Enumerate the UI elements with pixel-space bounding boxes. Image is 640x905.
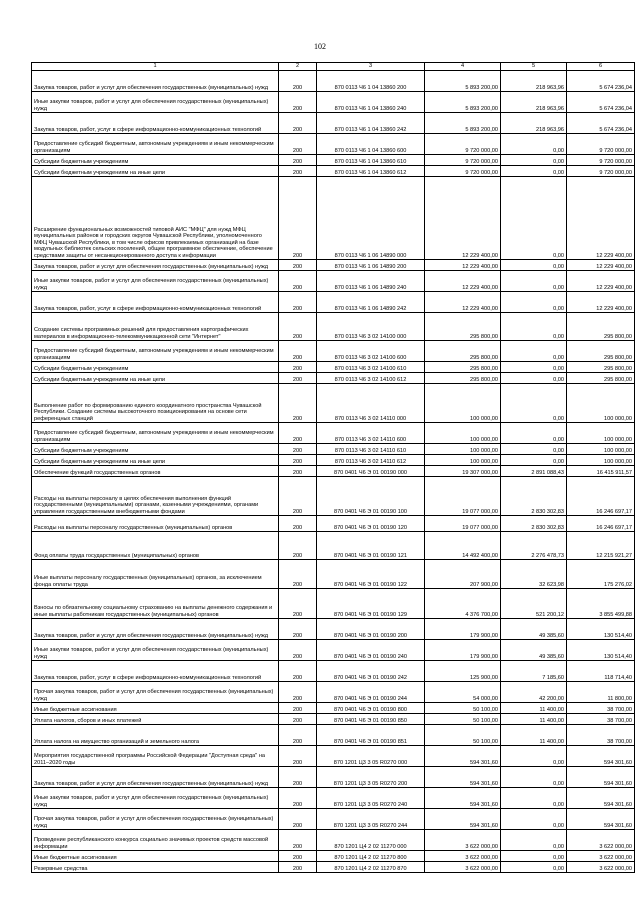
row-name: Обеспечение функций государственных органов — [32, 466, 279, 477]
row-remainder: 295 800,00 — [567, 341, 635, 362]
row-planned: 179 900,00 — [425, 640, 501, 661]
row-classification: 870 0401 Ч6 Э 01 00190 240 — [317, 640, 425, 661]
row-remainder: 594 301,60 — [567, 746, 635, 767]
row-executed: 49 385,60 — [501, 619, 567, 640]
row-code: 200 — [279, 809, 317, 830]
table-row — [32, 466, 635, 477]
row-executed: 218 963,96 — [501, 92, 567, 113]
row-executed: 0,00 — [501, 271, 567, 292]
row-executed: 11 400,00 — [501, 714, 567, 725]
row-remainder: 5 674 236,04 — [567, 92, 635, 113]
table-row — [32, 661, 635, 682]
row-remainder: 9 720 000,00 — [567, 134, 635, 155]
table-row — [32, 767, 635, 788]
row-executed: 2 276 478,73 — [501, 532, 567, 560]
table-row — [32, 313, 635, 341]
row-code: 200 — [279, 92, 317, 113]
table-row — [32, 292, 635, 313]
row-planned: 100 000,00 — [425, 384, 501, 423]
row-name: Иные бюджетные ассигнования — [32, 851, 279, 862]
row-remainder: 594 301,60 — [567, 767, 635, 788]
row-planned: 3 622 000,00 — [425, 851, 501, 862]
row-planned: 5 893 200,00 — [425, 71, 501, 92]
row-remainder: 16 246 697,17 — [567, 516, 635, 532]
row-code: 200 — [279, 532, 317, 560]
row-executed: 11 400,00 — [501, 725, 567, 746]
row-code: 200 — [279, 155, 317, 166]
table-row — [32, 516, 635, 532]
row-executed: 11 400,00 — [501, 703, 567, 714]
table-row — [32, 423, 635, 444]
row-name: Закупка товаров, работ, услуг в сфере информационно-коммуникационных технологий — [32, 661, 279, 682]
row-name: Расходы на выплаты персоналу в целях обеспечения выполнения функций государственными (муниципальными) органами, казенными учреждениями, органами управления государственными внебюджетными фондами — [32, 477, 279, 516]
row-code: 200 — [279, 292, 317, 313]
row-code: 200 — [279, 516, 317, 532]
row-classification: 870 0401 Ч6 Э 01 00190 800 — [317, 703, 425, 714]
row-classification: 870 0401 Ч6 Э 01 00190 850 — [317, 714, 425, 725]
row-remainder: 100 000,00 — [567, 384, 635, 423]
row-name: Выполнение работ по формированию единого координатного пространства Чувашской Республики. Создание системы высокоточного позиционирования на основе сети референцных станций — [32, 384, 279, 423]
row-code: 200 — [279, 703, 317, 714]
row-planned: 4 376 700,00 — [425, 589, 501, 619]
row-executed: 2 830 302,83 — [501, 516, 567, 532]
row-planned: 12 229 400,00 — [425, 260, 501, 271]
row-name: Мероприятия государственной программы Российской Федерации "Доступная среда" на 2011–2020 годы — [32, 746, 279, 767]
row-remainder: 3 622 000,00 — [567, 851, 635, 862]
row-code: 200 — [279, 746, 317, 767]
row-classification: 870 0113 Ч6 1 06 14890 240 — [317, 271, 425, 292]
row-classification: 870 0113 Ч6 3 02 14110 600 — [317, 423, 425, 444]
row-classification: 870 0401 Ч6 Э 01 00190 100 — [317, 477, 425, 516]
row-executed: 0,00 — [501, 862, 567, 873]
row-executed: 0,00 — [501, 362, 567, 373]
row-name: Прочая закупка товаров, работ и услуг для обеспечения государственных (муниципальных) нужд — [32, 809, 279, 830]
row-planned: 19 307 000,00 — [425, 466, 501, 477]
row-remainder: 9 720 000,00 — [567, 155, 635, 166]
row-planned: 594 301,60 — [425, 788, 501, 809]
row-name: Закупка товаров, работ, услуг в сфере информационно-коммуникационных технологий — [32, 113, 279, 134]
table-row — [32, 71, 635, 92]
row-executed: 0,00 — [501, 423, 567, 444]
row-planned: 19 077 000,00 — [425, 477, 501, 516]
row-executed: 0,00 — [501, 341, 567, 362]
row-planned: 100 000,00 — [425, 423, 501, 444]
row-planned: 594 301,60 — [425, 746, 501, 767]
row-classification: 870 0113 Ч6 3 02 14110 612 — [317, 455, 425, 466]
row-code: 200 — [279, 373, 317, 384]
table-row — [32, 703, 635, 714]
row-classification: 870 0113 Ч6 1 04 13860 600 — [317, 134, 425, 155]
header-cell: 3 — [317, 63, 425, 71]
table-row — [32, 682, 635, 703]
row-code: 200 — [279, 788, 317, 809]
table-row — [32, 788, 635, 809]
row-classification: 870 0401 Ч6 Э 01 00190 120 — [317, 516, 425, 532]
row-remainder: 38 700,00 — [567, 703, 635, 714]
row-classification: 870 0401 Ч6 Э 01 00190 200 — [317, 619, 425, 640]
row-remainder: 594 301,60 — [567, 809, 635, 830]
row-executed: 0,00 — [501, 260, 567, 271]
row-planned: 12 229 400,00 — [425, 292, 501, 313]
row-executed: 0,00 — [501, 788, 567, 809]
page-number: 102 — [314, 42, 326, 51]
table-row — [32, 113, 635, 134]
row-remainder: 16 415 911,57 — [567, 466, 635, 477]
row-remainder: 295 800,00 — [567, 373, 635, 384]
row-classification: 870 0113 Ч6 3 02 14100 000 — [317, 313, 425, 341]
row-classification: 870 1201 Ц4 2 02 11270 800 — [317, 851, 425, 862]
row-executed: 0,00 — [501, 373, 567, 384]
row-remainder: 100 000,00 — [567, 455, 635, 466]
table-row — [32, 532, 635, 560]
row-classification: 870 0401 Ч6 Э 01 00190 129 — [317, 589, 425, 619]
row-classification: 870 0113 Ч6 1 06 14890 200 — [317, 260, 425, 271]
budget-table — [31, 62, 635, 873]
row-planned: 295 800,00 — [425, 313, 501, 341]
row-executed: 0,00 — [501, 134, 567, 155]
row-executed: 0,00 — [501, 155, 567, 166]
row-name: Фонд оплаты труда государственных (муниципальных) органов — [32, 532, 279, 560]
table-row — [32, 560, 635, 589]
table-row — [32, 260, 635, 271]
row-executed: 7 185,60 — [501, 661, 567, 682]
row-executed: 0,00 — [501, 166, 567, 177]
row-remainder: 100 000,00 — [567, 423, 635, 444]
row-planned: 50 100,00 — [425, 703, 501, 714]
row-name: Иные закупки товаров, работ и услуг для обеспечения государственных (муниципальных) нужд — [32, 788, 279, 809]
row-classification: 870 0113 Ч6 1 04 13860 200 — [317, 71, 425, 92]
row-classification: 870 0113 Ч6 1 04 13860 612 — [317, 166, 425, 177]
row-name: Закупка товаров, работ и услуг для обеспечения государственных (муниципальных) нужд — [32, 260, 279, 271]
row-code: 200 — [279, 725, 317, 746]
table-row — [32, 384, 635, 423]
row-code: 200 — [279, 862, 317, 873]
row-name: Предоставление субсидий бюджетным, автономным учреждениям и иным некоммерческим организациям — [32, 341, 279, 362]
row-code: 200 — [279, 830, 317, 851]
row-code: 200 — [279, 661, 317, 682]
row-name: Субсидии бюджетным учреждениям — [32, 444, 279, 455]
row-executed: 0,00 — [501, 313, 567, 341]
table-row — [32, 271, 635, 292]
row-name: Создание системы программных решений для предоставления картографических материалов в информационно-телекоммуникационной сети "Интернет" — [32, 313, 279, 341]
row-classification: 870 0401 Ч6 Э 01 00190 244 — [317, 682, 425, 703]
row-name: Предоставление субсидий бюджетным, автономным учреждениям и иным некоммерческим организациям — [32, 423, 279, 444]
row-executed: 49 385,60 — [501, 640, 567, 661]
row-classification: 870 0401 Ч6 Э 01 00190 122 — [317, 560, 425, 589]
row-executed: 32 623,98 — [501, 560, 567, 589]
row-executed: 2 891 088,43 — [501, 466, 567, 477]
row-planned: 594 301,60 — [425, 767, 501, 788]
row-code: 200 — [279, 341, 317, 362]
header-cell: 2 — [279, 63, 317, 71]
table-row — [32, 373, 635, 384]
row-name: Прочая закупка товаров, работ и услуг для обеспечения государственных (муниципальных) нужд — [32, 682, 279, 703]
table-row — [32, 455, 635, 466]
row-planned: 9 720 000,00 — [425, 155, 501, 166]
table-row — [32, 830, 635, 851]
row-code: 200 — [279, 466, 317, 477]
row-code: 200 — [279, 455, 317, 466]
row-executed: 218 963,96 — [501, 71, 567, 92]
row-code: 200 — [279, 271, 317, 292]
row-classification: 870 0113 Ч6 1 04 13860 242 — [317, 113, 425, 134]
row-planned: 125 900,00 — [425, 661, 501, 682]
row-executed: 0,00 — [501, 830, 567, 851]
row-planned: 594 301,60 — [425, 809, 501, 830]
row-name: Уплата налогов, сборов и иных платежей — [32, 714, 279, 725]
row-name: Субсидии бюджетным учреждениям на иные цели — [32, 373, 279, 384]
table-row — [32, 134, 635, 155]
row-executed: 0,00 — [501, 746, 567, 767]
row-name: Закупка товаров, работ и услуг для обеспечения государственных (муниципальных) нужд — [32, 619, 279, 640]
row-remainder: 38 700,00 — [567, 725, 635, 746]
row-remainder: 5 674 236,04 — [567, 71, 635, 92]
row-remainder: 295 800,00 — [567, 362, 635, 373]
row-planned: 3 622 000,00 — [425, 830, 501, 851]
table-row — [32, 851, 635, 862]
row-code: 200 — [279, 714, 317, 725]
row-name: Резервные средства — [32, 862, 279, 873]
row-remainder: 12 229 400,00 — [567, 271, 635, 292]
row-remainder: 100 000,00 — [567, 444, 635, 455]
row-classification: 870 0113 Ч6 1 04 13860 610 — [317, 155, 425, 166]
row-code: 200 — [279, 113, 317, 134]
row-remainder: 12 229 400,00 — [567, 292, 635, 313]
row-classification: 870 0113 Ч6 1 04 13860 240 — [317, 92, 425, 113]
row-code: 200 — [279, 313, 317, 341]
table-row — [32, 619, 635, 640]
row-planned: 50 100,00 — [425, 725, 501, 746]
row-remainder: 12 229 400,00 — [567, 260, 635, 271]
row-planned: 12 229 400,00 — [425, 177, 501, 260]
row-classification: 870 0113 Ч6 3 02 14100 610 — [317, 362, 425, 373]
row-remainder: 9 720 000,00 — [567, 166, 635, 177]
table-row — [32, 640, 635, 661]
row-executed: 0,00 — [501, 177, 567, 260]
row-remainder: 38 700,00 — [567, 714, 635, 725]
row-planned: 54 000,00 — [425, 682, 501, 703]
row-name: Закупка товаров, работ, услуг в сфере информационно-коммуникационных технологий — [32, 292, 279, 313]
row-planned: 5 893 200,00 — [425, 92, 501, 113]
row-planned: 179 900,00 — [425, 619, 501, 640]
table-row — [32, 341, 635, 362]
row-planned: 207 900,00 — [425, 560, 501, 589]
row-planned: 100 000,00 — [425, 455, 501, 466]
row-planned: 14 492 400,00 — [425, 532, 501, 560]
header-cell: 6 — [567, 63, 635, 71]
row-executed: 2 830 302,83 — [501, 477, 567, 516]
row-code: 200 — [279, 560, 317, 589]
row-remainder: 12 215 921,27 — [567, 532, 635, 560]
table-row — [32, 725, 635, 746]
row-remainder: 130 514,40 — [567, 619, 635, 640]
row-name: Иные выплаты персоналу государственных (муниципальных) органов, за исключением фонда оплаты труда — [32, 560, 279, 589]
row-name: Предоставление субсидий бюджетным, автономным учреждениям и иным некоммерческим организациям — [32, 134, 279, 155]
row-classification: 870 1201 Ц3 3 05 R0270 200 — [317, 767, 425, 788]
row-classification: 870 1201 Ц4 2 02 11270 870 — [317, 862, 425, 873]
row-executed: 0,00 — [501, 767, 567, 788]
row-planned: 295 800,00 — [425, 341, 501, 362]
row-classification: 870 0401 Ч6 Э 01 00190 242 — [317, 661, 425, 682]
table-row — [32, 714, 635, 725]
row-code: 200 — [279, 134, 317, 155]
row-code: 200 — [279, 619, 317, 640]
table-row — [32, 362, 635, 373]
row-classification: 870 1201 Ц3 3 05 R0270 000 — [317, 746, 425, 767]
row-name: Иные закупки товаров, работ и услуг для обеспечения государственных (муниципальных) нужд — [32, 640, 279, 661]
row-planned: 295 800,00 — [425, 373, 501, 384]
row-remainder: 3 855 499,88 — [567, 589, 635, 619]
row-planned: 100 000,00 — [425, 444, 501, 455]
row-planned: 9 720 000,00 — [425, 134, 501, 155]
row-code: 200 — [279, 384, 317, 423]
row-remainder: 3 622 000,00 — [567, 830, 635, 851]
row-planned: 9 720 000,00 — [425, 166, 501, 177]
row-code: 200 — [279, 166, 317, 177]
row-remainder: 12 229 400,00 — [567, 177, 635, 260]
row-name: Субсидии бюджетным учреждениям — [32, 155, 279, 166]
row-code: 200 — [279, 851, 317, 862]
row-name: Уплата налога на имущество организаций и земельного налога — [32, 725, 279, 746]
row-remainder: 3 622 000,00 — [567, 862, 635, 873]
row-executed: 218 963,96 — [501, 113, 567, 134]
row-code: 200 — [279, 682, 317, 703]
row-classification: 870 0113 Ч6 3 02 14110 000 — [317, 384, 425, 423]
row-classification: 870 0113 Ч6 1 06 14890 000 — [317, 177, 425, 260]
table-row — [32, 589, 635, 619]
row-name: Субсидии бюджетным учреждениям — [32, 362, 279, 373]
row-remainder: 16 246 697,17 — [567, 477, 635, 516]
row-classification: 870 0113 Ч6 3 02 14110 610 — [317, 444, 425, 455]
row-executed: 0,00 — [501, 851, 567, 862]
row-remainder: 11 800,00 — [567, 682, 635, 703]
row-executed: 0,00 — [501, 455, 567, 466]
row-name: Закупка товаров, работ и услуг для обеспечения государственных (муниципальных) нужд — [32, 767, 279, 788]
row-planned: 295 800,00 — [425, 362, 501, 373]
row-name: Проведение республиканского конкурса социально значимых проектов средств массовой информации — [32, 830, 279, 851]
row-code: 200 — [279, 640, 317, 661]
row-planned: 19 077 000,00 — [425, 516, 501, 532]
table-row — [32, 477, 635, 516]
row-planned: 3 622 000,00 — [425, 862, 501, 873]
row-name: Иные бюджетные ассигнования — [32, 703, 279, 714]
row-name: Взносы по обязательному социальному страхованию на выплаты денежного содержания и иные выплаты работникам государственных (муниципальных) органов — [32, 589, 279, 619]
row-executed: 0,00 — [501, 292, 567, 313]
row-classification: 870 1201 Ц4 2 02 11270 000 — [317, 830, 425, 851]
row-remainder: 118 714,40 — [567, 661, 635, 682]
header-cell: 5 — [501, 63, 567, 71]
row-remainder: 175 276,02 — [567, 560, 635, 589]
row-code: 200 — [279, 177, 317, 260]
row-code: 200 — [279, 589, 317, 619]
header-row — [32, 63, 635, 71]
row-name: Субсидии бюджетным учреждениям на иные цели — [32, 455, 279, 466]
row-name: Расходы на выплаты персоналу государственных (муниципальных) органов — [32, 516, 279, 532]
row-classification: 870 0113 Ч6 3 02 14100 612 — [317, 373, 425, 384]
row-remainder: 295 800,00 — [567, 313, 635, 341]
table-row — [32, 92, 635, 113]
row-name: Закупка товаров, работ и услуг для обеспечения государственных (муниципальных) нужд — [32, 71, 279, 92]
row-code: 200 — [279, 444, 317, 455]
row-code: 200 — [279, 71, 317, 92]
row-name: Субсидии бюджетным учреждениям на иные цели — [32, 166, 279, 177]
row-executed: 0,00 — [501, 809, 567, 830]
row-executed: 42 200,00 — [501, 682, 567, 703]
row-planned: 5 893 200,00 — [425, 113, 501, 134]
table-row — [32, 166, 635, 177]
row-classification: 870 1201 Ц3 3 05 R0270 244 — [317, 809, 425, 830]
row-executed: 0,00 — [501, 384, 567, 423]
row-code: 200 — [279, 477, 317, 516]
row-remainder: 130 514,40 — [567, 640, 635, 661]
table-row — [32, 444, 635, 455]
row-name: Иные закупки товаров, работ и услуг для обеспечения государственных (муниципальных) нужд — [32, 92, 279, 113]
row-remainder: 5 674 236,04 — [567, 113, 635, 134]
row-classification: 870 0113 Ч6 3 02 14100 600 — [317, 341, 425, 362]
row-classification: 870 1201 Ц3 3 05 R0270 240 — [317, 788, 425, 809]
row-planned: 12 229 400,00 — [425, 271, 501, 292]
row-code: 200 — [279, 362, 317, 373]
row-code: 200 — [279, 260, 317, 271]
table-row — [32, 746, 635, 767]
row-executed: 0,00 — [501, 444, 567, 455]
row-code: 200 — [279, 423, 317, 444]
row-planned: 50 100,00 — [425, 714, 501, 725]
row-classification: 870 0401 Ч6 Э 01 00190 851 — [317, 725, 425, 746]
row-name: Иные закупки товаров, работ и услуг для обеспечения государственных (муниципальных) нужд — [32, 271, 279, 292]
row-code: 200 — [279, 767, 317, 788]
row-name: Расширение функциональных возможностей типовой АИС "МФЦ" для нужд МФЦ муниципальных районов и городских округов Чувашской Республики, уполномоченного МФЦ Чувашской Республики, в том числе офисов привлекаемых организаций на базе модульных библиотек сельских поселений, общее программное обеспечение, обеспечение средствами защиты от несанкционированного доступа к информации — [32, 177, 279, 260]
table-row — [32, 177, 635, 260]
row-remainder: 594 301,60 — [567, 788, 635, 809]
table-row — [32, 809, 635, 830]
row-classification: 870 0401 Ч6 Э 01 00190 000 — [317, 466, 425, 477]
header-cell: 4 — [425, 63, 501, 71]
row-classification: 870 0113 Ч6 1 06 14890 242 — [317, 292, 425, 313]
header-cell: 1 — [32, 63, 279, 71]
row-classification: 870 0401 Ч6 Э 01 00190 121 — [317, 532, 425, 560]
table-row — [32, 155, 635, 166]
table-row — [32, 862, 635, 873]
row-executed: 521 200,12 — [501, 589, 567, 619]
